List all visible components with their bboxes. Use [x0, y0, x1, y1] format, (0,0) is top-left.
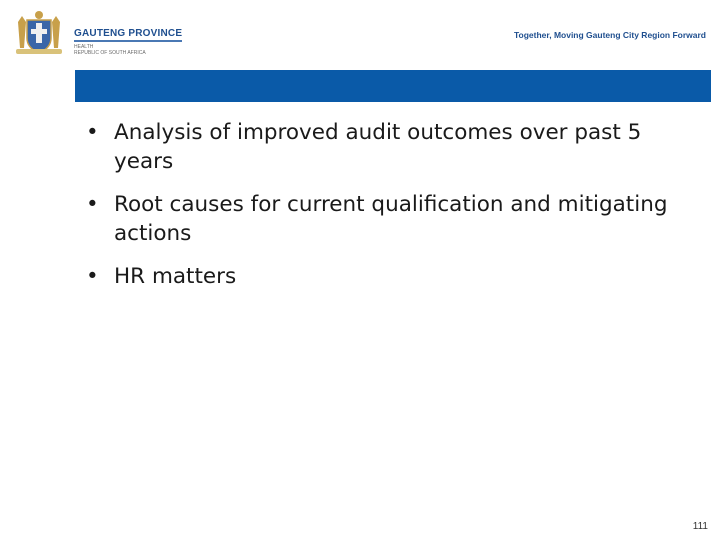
page-number: 111: [692, 521, 708, 532]
country-label: REPUBLIC OF SOUTH AFRICA: [74, 50, 146, 56]
bullet-text: Analysis of improved audit outcomes over past 5 years: [114, 120, 642, 174]
bullet-dot-icon: •: [86, 192, 99, 217]
slide-header: [0, 0, 720, 70]
brand-name: GAUTENG PROVINCE: [74, 28, 182, 42]
brand-block: [74, 28, 182, 56]
bullet-text: HR matters: [114, 264, 237, 289]
bullet-list: [84, 118, 704, 305]
title-bar: [75, 70, 711, 102]
bullet-text: Root causes for current qualification and mitigating actions: [114, 192, 668, 246]
bullet-dot-icon: •: [86, 120, 99, 145]
tagline: Together, Moving Gauteng City Region Forward: [513, 30, 706, 40]
bullet-item: [84, 190, 704, 248]
bullet-item: [84, 262, 704, 291]
department-label: HEALTH: [74, 44, 94, 50]
bullet-dot-icon: •: [86, 264, 99, 289]
bullet-item: [84, 118, 704, 176]
coat-of-arms-logo: [8, 8, 70, 56]
